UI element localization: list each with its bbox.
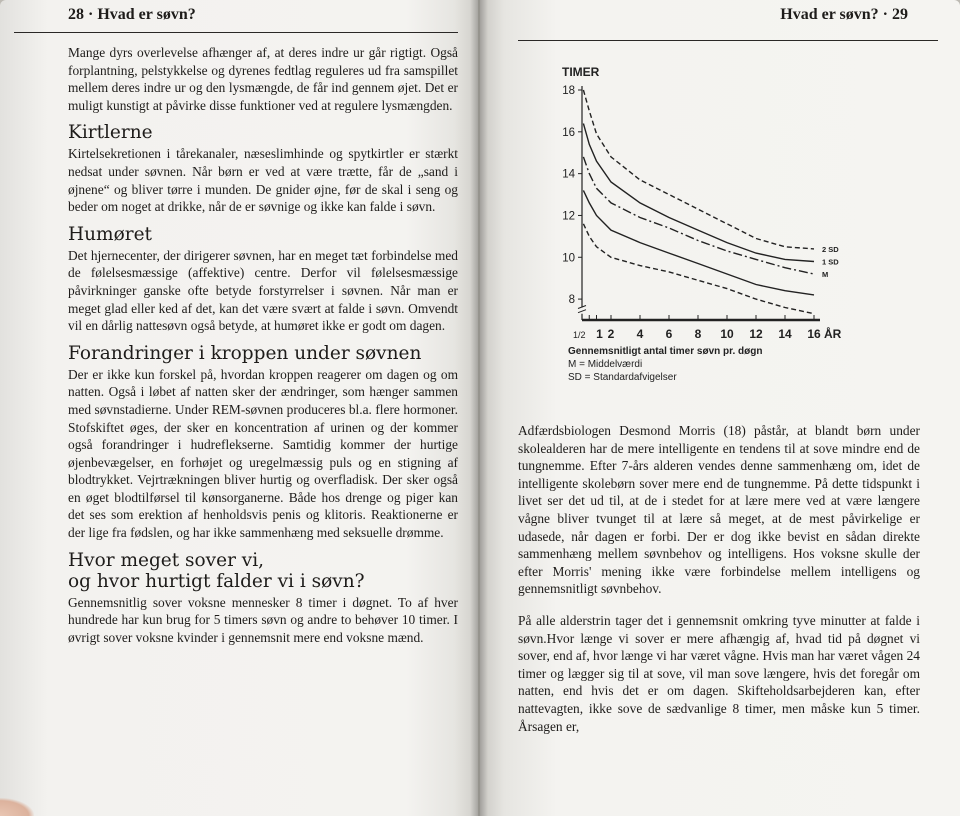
x-tick-label: 1	[596, 327, 603, 341]
y-axis-break-mark	[578, 306, 586, 313]
y-tick-label: 18	[562, 85, 575, 97]
intro-paragraph: Mange dyrs overlevelse afhænger af, at deres indre ur går rigtigt. Også forplantning, pelstykkelse og dyrenes fedtlag reguleres ud fra samspillet mellem deres indre ur og den lysmængde, de får ind gennem øjet. Det er muligt kunstigt at påvirke disse funktioner ved at regulere lysmængden.	[68, 45, 458, 113]
caption-title: Gennemsnitligt antal timer søvn pr. døgn	[568, 346, 763, 357]
chart-svg	[556, 58, 886, 398]
heading-line-2: og hvor hurtigt falder vi i søvn?	[68, 570, 365, 592]
series-line-1	[583, 90, 814, 249]
section-heading-hvor-meget	[68, 550, 458, 592]
x-tick-label: 4	[636, 327, 644, 341]
running-head-right: Hvad er søvn? · 29	[780, 6, 908, 23]
series-line-3	[583, 157, 814, 274]
section-heading-forandringer: Forandringer i kroppen under søvnen	[68, 342, 422, 364]
running-head-left: 28 · Hvad er søvn?	[68, 6, 196, 23]
series-label: M	[822, 270, 829, 279]
y-tick-label: 14	[562, 168, 575, 181]
paragraph-morris: Adfærdsbiologen Desmond Morris (18) påstår, at blandt børn under skolealderen har de mere intelligente en tendens til at sove mindre end de tungnemme. Efter 7-års alderen vendes denne sammenhæng om, idet de intelligente skolebørn sover mere end de tungnemme. På dette tidspunkt i livet ser det ud til, at de i stedet for at lære mere ved at være længere vågne bliver tvunget til at lære så meget, at de mest påvirkelige er udasede, når dagen er forbi. Der er dog ikke bevist en sådan direkte sammenhæng mellem søvnbehov og intelligens. Hos voksne skulle der efter Morris' mening ikke være forbindelse mellem intelligens og gennemsnitligt søvnbehov.	[518, 423, 920, 597]
series-label: 1 SD	[822, 257, 839, 267]
caption-legend-m: M = Middelværdi	[568, 359, 643, 370]
x-tick-label: 2	[607, 327, 615, 341]
right-page	[480, 0, 960, 816]
x-tick-label: 1/2	[572, 330, 586, 340]
series-line-4	[583, 190, 814, 295]
reader-thumb	[0, 798, 34, 816]
y-axis-label: TIMER	[562, 65, 600, 79]
y-tick-label: 16	[562, 126, 575, 139]
x-tick-label: 8	[694, 327, 702, 341]
x-tick-label: 10	[720, 327, 734, 341]
x-tick-label: 14	[778, 327, 792, 341]
section-body-forandringer: Der er ikke kun forskel på, hvordan kroppen reagerer om dagen og om natten. Også i løbet af natten sker der ændringer, som hænger sammen med søvnstadierne. Under REM-søvnen produceres bl.a. flere hormoner. Stofskiftet øges, der sker en koncentration af urinen og der kommer også forandringer i hudreflekserne. Samtidig kommer der hurtige øjenbevægelser, en forhøjet og uregelmæssig puls og en stigning af blodtrykket. Vejrtrækningen bliver hurtig og overfladisk. Der sker også en øget blodtilførsel til kønsorganerne. Både hos drenge og piger kan det ses som erektion af henholdsvis penis og klitoris. Reaktionerne er der lige fra fødslen, og har ikke sammenhæng med seksuelle drømme.	[68, 366, 458, 541]
left-text-column	[68, 44, 458, 654]
y-tick-label: 10	[562, 252, 575, 265]
sleep-hours-chart	[556, 58, 886, 398]
x-axis-label: ÅR	[824, 327, 842, 341]
paragraph-falde-i-sovn: På alle alderstrin tager det i gennemsnit omkring tyve minutter at falde i søvn.Hvor længe vi sover er mere afhængig af, hvad tid på døgnet vi sover, end af, hvor længe vi har været vågne. Hvis man har været vågen 24 timer og lægger sig til at sove, vil man sove længere, hvis det foregår om natten, end hvis det er om dagen. Skifteholdsarbejderen kan, efter nattevagten, ikke sove de sædvanlige 8 timer, men måske kun 5 timer. Årsagen er,	[518, 612, 920, 734]
x-tick-label: 12	[749, 327, 763, 341]
caption-legend-sd: SD = Standardafvigelser	[568, 372, 677, 383]
book-gutter-shadow	[470, 0, 488, 816]
section-body-humoret: Det hjernecenter, der dirigerer søvnen, har en meget tæt forbindelse med de følelsesmæssige (affektive) centre. Derfor vil følelsesmæssige påvirkninger ganske ofte betyde forstyrrelser i søvnen. Når man er meget glad eller ked af det, kan det være svært at falde i søvn. Omvendt vil en dårlig nattesøvn også betyde, at humøret ikke er godt om dagen.	[68, 247, 458, 334]
section-heading-kirtlerne: Kirtlerne	[68, 122, 153, 144]
left-page	[0, 0, 478, 816]
section-body-hvor-meget: Gennemsnitlig sover voksne mennesker 8 timer i døgnet. To af hver hundrede har kun brug for 5 timers søvn og andre to behøver 10 timer. I øvrigt sover voksne kvinder i gennemsnit mere end voksne mænd.	[68, 594, 458, 645]
series-line-5	[583, 224, 814, 314]
header-rule	[14, 32, 458, 33]
header-rule	[518, 40, 938, 41]
right-text-column	[518, 422, 920, 749]
y-tick-label: 12	[562, 210, 575, 223]
x-tick-label: 16	[807, 327, 821, 341]
series-label: 2 SD	[822, 244, 839, 254]
y-tick-label: 8	[568, 294, 575, 307]
series-line-2	[583, 124, 814, 262]
x-tick-label: 6	[665, 327, 673, 341]
section-heading-humoret: Humøret	[68, 223, 152, 245]
section-body-kirtlerne: Kirtelsekretionen i tårekanaler, næseslimhinde og spytkirtler er stærkt nedsat under søvnen. Når børn er ved at være trætte, får de „sand i øjnene“ og bliver tørre i munden. De gnider øjne, før de skal i seng og beder om noget at drikke, når de er søvnige og ikke kan falde i søvn.	[68, 146, 458, 215]
heading-line-1: Hvor meget sover vi,	[68, 549, 265, 571]
